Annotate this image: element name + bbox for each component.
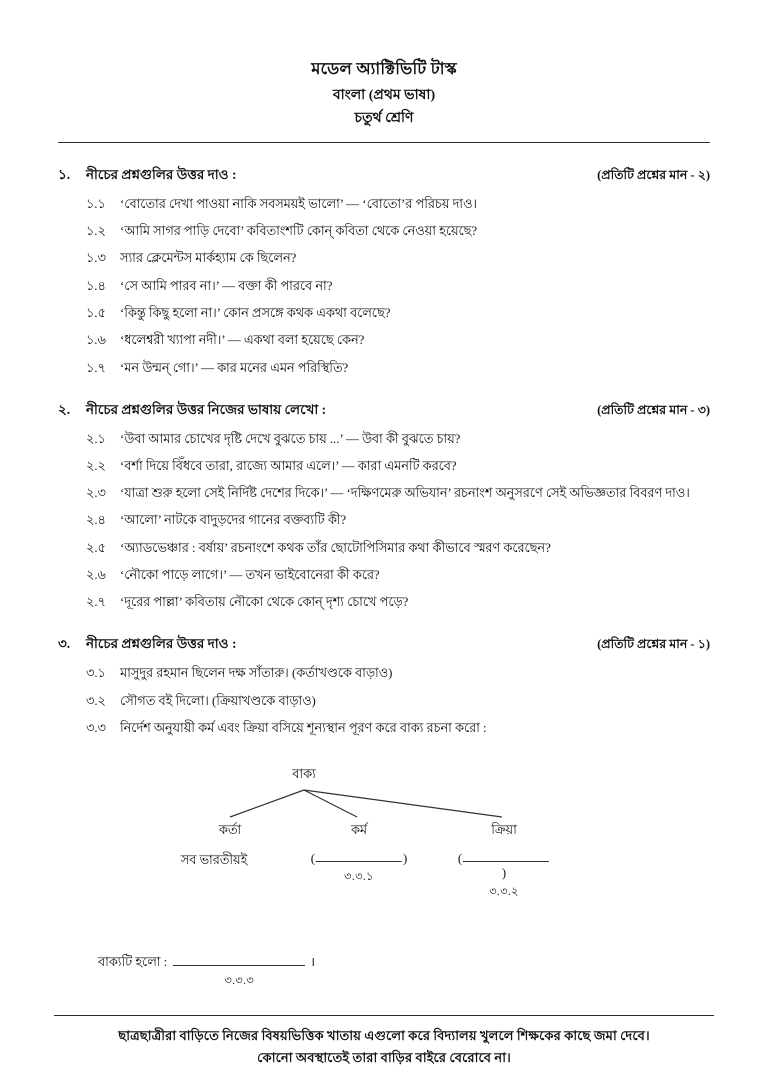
question-item — [58, 277, 710, 297]
question-item — [58, 222, 710, 242]
section-1-questions — [58, 195, 710, 379]
section-1-marks: (প্রতিটি প্রশ্নের মান - ২) — [597, 167, 710, 182]
question-text: ‘কিন্তু কিছু হলো না।’ কোন প্রসঙ্গে কথক একথা বলেছে? — [120, 306, 391, 321]
question-text: ‘মন উন্মন্ গো।’ — কার মনের এমন পরিস্থিতি? — [120, 360, 349, 375]
tree-node-subject: কর্তা — [218, 822, 242, 837]
open-paren: ( — [457, 851, 463, 866]
question-text: ‘সে আমি পারব না।’ — বক্তা কী পারবে না? — [120, 278, 333, 293]
close-paren: ) — [403, 851, 408, 866]
question-item — [58, 304, 710, 324]
question-number: ৩.২ — [86, 693, 106, 708]
question-number: ৩.১ — [86, 666, 106, 681]
question-item — [58, 593, 710, 613]
object-blank-tag: ৩.৩.১ — [344, 871, 374, 884]
question-item — [58, 511, 710, 531]
verb-blank-tag: ৩.৩.২ — [489, 886, 519, 899]
section-1-title: নীচের প্রশ্নগুলির উত্তর দাও : — [86, 166, 237, 182]
sentence-tree-diagram — [58, 765, 710, 940]
page-title: মডেল অ্যাক্টিভিটি টাস্ক — [311, 59, 457, 78]
tree-node-object: কর্ম — [350, 822, 368, 837]
question-item — [58, 249, 710, 269]
question-text: ‘নৌকো পাড়ে লাগে।’ — তখন ভাইবোনেরা কী করে? — [120, 568, 380, 583]
section-2-marks: (প্রতিটি প্রশ্নের মান - ৩) — [597, 402, 710, 417]
question-text: ‘আলো’ নাটকে বাদুড়দের গানের বক্তব্যটি কী? — [120, 513, 347, 528]
section-2-number: ২. — [58, 401, 71, 417]
verb-blank-group — [458, 851, 550, 902]
section-3-marks: (প্রতিটি প্রশ্নের মান - ১) — [597, 637, 710, 652]
question-text: নির্দেশ অনুযায়ী কর্ম এবং ক্রিয়া বসিয়ে শূন্যস্থান পূরণ করে বাক্য রচনা করো : — [120, 720, 487, 735]
section-1 — [58, 164, 710, 379]
question-text: ‘অ্যাডভেঞ্চার : বর্ষায়’ রচনাংশে কথক তাঁর ছোটোপিসিমার কথা কীভাবে স্মরণ করেছেন? — [120, 540, 551, 555]
footer-note — [0, 1016, 768, 1068]
section-3-title: নীচের প্রশ্নগুলির উত্তর দাও : — [86, 636, 237, 652]
object-blank-group — [311, 851, 408, 887]
subject-title: বাংলা (প্রথম ভাষা) — [332, 87, 436, 103]
question-number: ২.৬ — [86, 568, 106, 583]
question-item — [58, 719, 710, 739]
question-item — [58, 359, 710, 379]
question-number: ২.১ — [86, 431, 106, 446]
final-sentence-row — [58, 952, 710, 991]
question-number: ১.১ — [86, 196, 106, 211]
section-3 — [58, 633, 710, 738]
question-number: ১.২ — [86, 224, 106, 239]
section-3-number: ৩. — [58, 636, 71, 652]
question-number: ৩.৩ — [86, 720, 106, 735]
question-number: ১.৫ — [86, 306, 106, 321]
question-item — [58, 566, 710, 586]
question-text: মাসুদুর রহমান ছিলেন দক্ষ সাঁতারু। (কর্তাখণ্ডকে বাড়াও) — [120, 666, 393, 681]
question-text: ‘আমি সাগর পাড়ি দেবো’ কবিতাংশটি কোন্ কবিতা থেকে নেওয়া হয়েছে? — [120, 224, 478, 239]
question-text: ‘বোতোর দেখা পাওয়া নাকি সবসময়ই ভালো’ — ‘বোতো’র পরিচয় দাও। — [120, 196, 478, 211]
subject-value: সব ভারতীয়ই — [180, 852, 248, 867]
section-1-heading — [58, 164, 710, 187]
final-blank-input[interactable] — [173, 954, 305, 965]
question-item — [58, 692, 710, 712]
question-number: ১.৭ — [86, 360, 106, 375]
question-text: ‘দূরের পাল্লা’ কবিতায় নৌকো থেকে কোন্ দৃশ্য চোখে পড়ে? — [120, 595, 409, 610]
question-number: ২.৪ — [86, 513, 106, 528]
header-divider — [58, 142, 710, 143]
final-blank-group — [173, 954, 305, 990]
question-number: ১.৬ — [86, 333, 106, 348]
section-1-number: ১. — [58, 166, 71, 182]
question-number: ২.৭ — [86, 595, 106, 610]
document-footer — [0, 1015, 768, 1068]
document-header — [0, 0, 768, 131]
question-text: সৌগত বই দিলো। (ক্রিয়াখণ্ডকে বাড়াও) — [120, 693, 316, 708]
question-number: ১.৪ — [86, 278, 106, 293]
question-item — [58, 539, 710, 559]
section-2-heading — [58, 399, 710, 422]
section-3-heading — [58, 633, 710, 656]
document-body — [0, 164, 768, 991]
section-2-questions — [58, 430, 710, 614]
question-item — [58, 331, 710, 351]
open-paren: ( — [310, 851, 315, 866]
tree-node-root: বাক্য — [292, 766, 316, 781]
question-item — [58, 457, 710, 477]
tree-container — [174, 765, 594, 940]
final-sentence-label: বাক্যটি হলো : — [98, 954, 168, 969]
question-text: ‘উবা আমার চোখের দৃষ্টি দেখে বুঝতে চায় ...’ — উবা কী বুঝতে চায়? — [120, 431, 461, 446]
tree-node-verb: ক্রিয়া — [491, 822, 517, 837]
class-title: চতুর্থ শ্রেণি — [354, 111, 414, 127]
final-blank-tag: ৩.৩.৩ — [224, 974, 255, 987]
question-text: ‘বর্শা দিয়ে বিঁধবে তারা, রাজ্যে আমার এলে।’ — কারা এমনটি করবে? — [120, 458, 457, 473]
object-blank-input[interactable] — [316, 851, 402, 862]
tree-answer-row — [174, 851, 594, 897]
section-3-questions — [58, 664, 710, 738]
question-number: ১.৩ — [86, 251, 106, 266]
question-number: ২.২ — [86, 458, 106, 473]
final-danda: । — [310, 954, 316, 969]
close-paren: ) — [501, 866, 507, 881]
verb-blank-input[interactable] — [463, 851, 549, 862]
question-item — [58, 664, 710, 684]
question-text: স্যার ক্লেমেন্টস মার্কহ্যাম কে ছিলেন? — [120, 251, 297, 266]
footer-note-line-2: কোনো অবস্থাতেই তারা বাড়ির বাইরে বেরোবে না। — [257, 1049, 511, 1065]
question-item — [58, 484, 710, 504]
section-2 — [58, 399, 710, 614]
question-item — [58, 430, 710, 450]
section-2-title: নীচের প্রশ্নগুলির উত্তর নিজের ভাষায় লেখো : — [86, 401, 327, 417]
footer-note-line-1: ছাত্রছাত্রীরা বাড়িতে নিজের বিষয়ভিত্তিক খাতায় এগুলো করে বিদ্যালয় খুললে শিক্ষকের কাছে জমা দেবে। — [118, 1028, 650, 1044]
question-number: ২.৫ — [86, 540, 106, 555]
question-item — [58, 195, 710, 215]
question-text: ‘যাত্রা শুরু হলো সেই নির্দিষ্ট দেশের দিকে।’ — ‘দক্ষিণমেরু অভিযান’ রচনাংশ অনুসরণে সেই অভিজ্ঞতার বিবরণ দাও। — [120, 486, 690, 501]
question-text: ‘ধলেশ্বরী খ্যাপা নদী।’ — একথা বলা হয়েছে কেন? — [120, 333, 365, 348]
question-number: ২.৩ — [86, 486, 106, 501]
